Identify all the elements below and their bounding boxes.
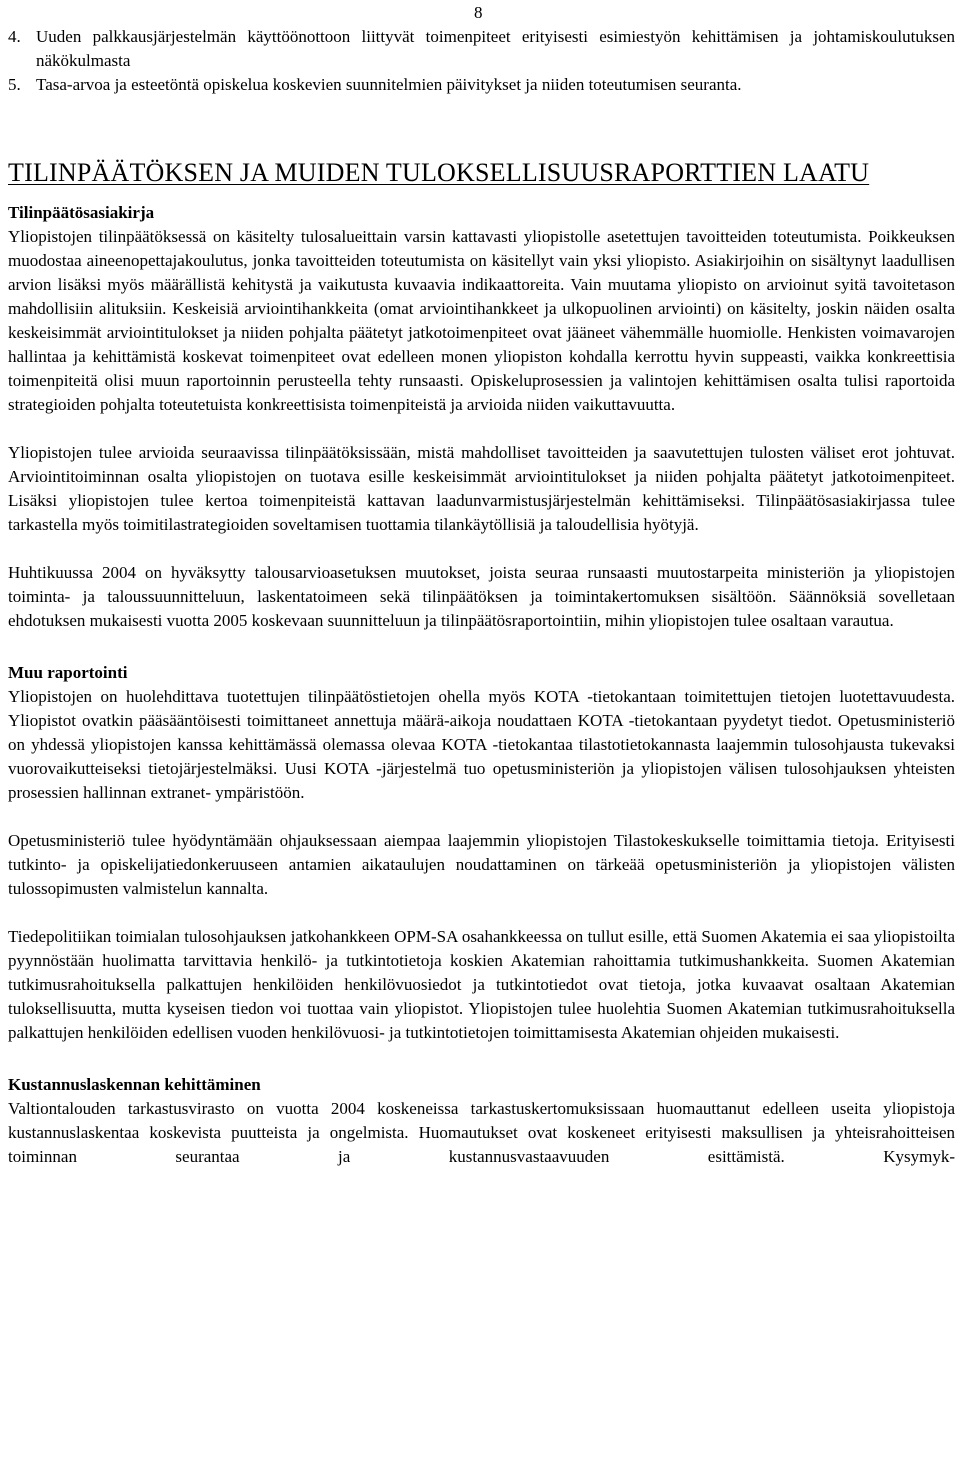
paragraph: Yliopistojen tulee arvioida seuraavissa tilinpäätöksissään, mistä mahdolliset tavoitteiden ja saavutettujen tulosten väliset erot johtuvat. Arviointitoiminnan osalta yliopistojen on tuotava esille keskeisimmät arviointitulokset ja niiden pohjalta päätetyt jatkotoimenpiteet. Lisäksi yliopistojen tulee kertoa toimenpiteistä kattavan laadunvarmistusjärjestelmän kehittämiseksi. Tilinpäätösasiakirjassa tulee tarkastella myös toimitilastrategioiden soveltamisen tuottamia tilankäytöllisiä ja taloudellisia hyötyjä. (8, 443, 955, 534)
page-number: 8 (474, 3, 483, 22)
paragraph: Valtiontalouden tarkastusvirasto on vuotta 2004 koskeneissa tarkastuskertomuksissaan huomauttanut edelleen useita yliopistoja kustannuslaskentaa koskevista puutteista ja ongelmista. Huomautukset ovat koskeneet erityisesti maksullisen ja yhteisrahoitteisen toiminnan seurantaa ja kustannusvastaavuuden esittämistä. Kysymyk- (8, 1099, 955, 1166)
paragraph: Yliopistojen tilinpäätöksessä on käsitelty tulosalueittain varsin kattavasti yliopistolle asetettujen tavoitteiden toteutumista. Poikkeuksen muodostaa aineenopettajakoulutus, jonka tavoitteiden toteutumista on käsitellyt vain yksi yliopisto. Asiakirjoihin on sisältynyt laadullisen arvion lisäksi myös määrällistä kehitystä ja vaikutusta kuvaavia indikaattoreita. Vain muutama yliopisto on arvioinut syitä tavoitetason mahdollisiin alituksiin. Keskeisiä arviointihankkeita (omat arviointihankkeet ja ulkopuolinen arviointi) on käsitelty, joskin näiden osalta keskeisimmät arviointitulokset ja niiden pohjalta päätetyt jatkotoimenpiteet ovat jääneet vähemmälle huomiolle. Henkisten voimavarojen hallintaa ja kehittämistä koskevat toimenpiteet ovat edelleen monen yliopiston kohdalla kerrottu hyvin suppeasti, vaikka konkreettisia toimenpiteitä olisi muun raportoinnin perusteella tehty runsaasti. Opiskeluprosessien ja valintojen kehittämisen osalta tulisi raportoida strategioiden pohjalta toteutetuista konkreettisista toimenpiteistä ja arvioida niiden vaikuttavuutta. (8, 227, 955, 414)
list-item-number: 4. (8, 27, 21, 46)
paragraph: Yliopistojen on huolehdittava tuotettujen tilinpäätöstietojen ohella myös KOTA -tietokantaan toimitettujen tietojen luotettavuudesta. Yliopistot ovatkin pääsääntöisesti toimittaneet annettuja määrä-aikoja noudattaen KOTA -tietokantaan pyydetyt tiedot. Opetusministeriö on yhdessä yliopistojen kanssa kehittämässä olemassa olevaa KOTA -tietokantaa tilastotietokannasta laajemmin tulosohjausta tukevaksi vuorovaikutteiseksi tietojärjestelmäksi. Uusi KOTA -järjestelmä tuo opetusministeriön ja yliopistojen välisen tulosohjauksen yhteisten prosessien hallinnan extranet- ympäristöön. (8, 687, 955, 802)
list-item (8, 73, 955, 97)
paragraph: Tiedepolitiikan toimialan tulosohjauksen jatkohankkeen OPM-SA osahankkeessa on tullut esille, että Suomen Akatemia ei saa yliopistoilta pyynnöstään huolimatta tarvittavia henkilö- ja tutkintotietoja koskien Akatemian rahoittamia tutkimushankkeita. Suomen Akatemian tutkimusrahoituksella palkattujen henkilöiden henkilövuosiedot ja tutkintotiedot ovat tietoja, jotka kuvaavat osaltaan Akatemian tuloksellisuutta, mutta kyseisen tiedon voi tuottaa vain yliopistot. Yliopistojen tulee huolehtia Suomen Akatemian tutkimusrahoituksella palkattujen henkilöiden edellisen vuoden henkilövuosi- ja tutkintotietojen toimittamisesta Akatemian ohjeiden mukaisesti. (8, 927, 955, 1042)
section-heading-tilinpaatosasiakirja: Tilinpäätösasiakirja (8, 203, 155, 222)
list-item-text: Uuden palkkausjärjestelmän käyttöönottoon liittyvät toimenpiteet erityisesti esimiestyön kehittämisen ja johtamiskoulutuksen näkökulmasta (36, 27, 955, 70)
main-heading: TILINPÄÄTÖKSEN JA MUIDEN TULOKSELLISUUSRAPORTTIEN LAATU (8, 158, 870, 187)
paragraph: Opetusministeriö tulee hyödyntämään ohjauksessaan aiempaa laajemmin yliopistojen Tilastokeskukselle toimittamia tietoja. Erityisesti tutkinto- ja opiskelijatiedonkeruuseen antamien aikataulujen noudattaminen on tärkeää opetusministeriön ja yliopistojen välisten tulossopimusten valmistelun kannalta. (8, 831, 955, 898)
list-item (8, 25, 955, 73)
numbered-list (8, 25, 955, 97)
section-heading-kustannuslaskenta: Kustannuslaskennan kehittäminen (8, 1075, 261, 1094)
document-body (8, 25, 955, 1169)
list-item-text: Tasa-arvoa ja esteetöntä opiskelua koskevien suunnitelmien päivitykset ja niiden toteutumisen seuranta. (36, 75, 742, 94)
paragraph: Huhtikuussa 2004 on hyväksytty talousarvioasetuksen muutokset, joista seuraa runsaasti muutostarpeita ministeriön ja yliopistojen toiminta- ja taloussuunnitteluun, laskentatoimeen sekä tilinpäätöksen ja toimintakertomuksen sisältöön. Säännöksiä sovelletaan ehdotuksen mukaisesti vuotta 2005 koskevaan suunnitteluun ja tilinpäätösraportointiin, mihin yliopistojen tulee osaltaan varautua. (8, 563, 955, 630)
section-heading-muu-raportointi: Muu raportointi (8, 663, 128, 682)
list-item-number: 5. (8, 75, 21, 94)
